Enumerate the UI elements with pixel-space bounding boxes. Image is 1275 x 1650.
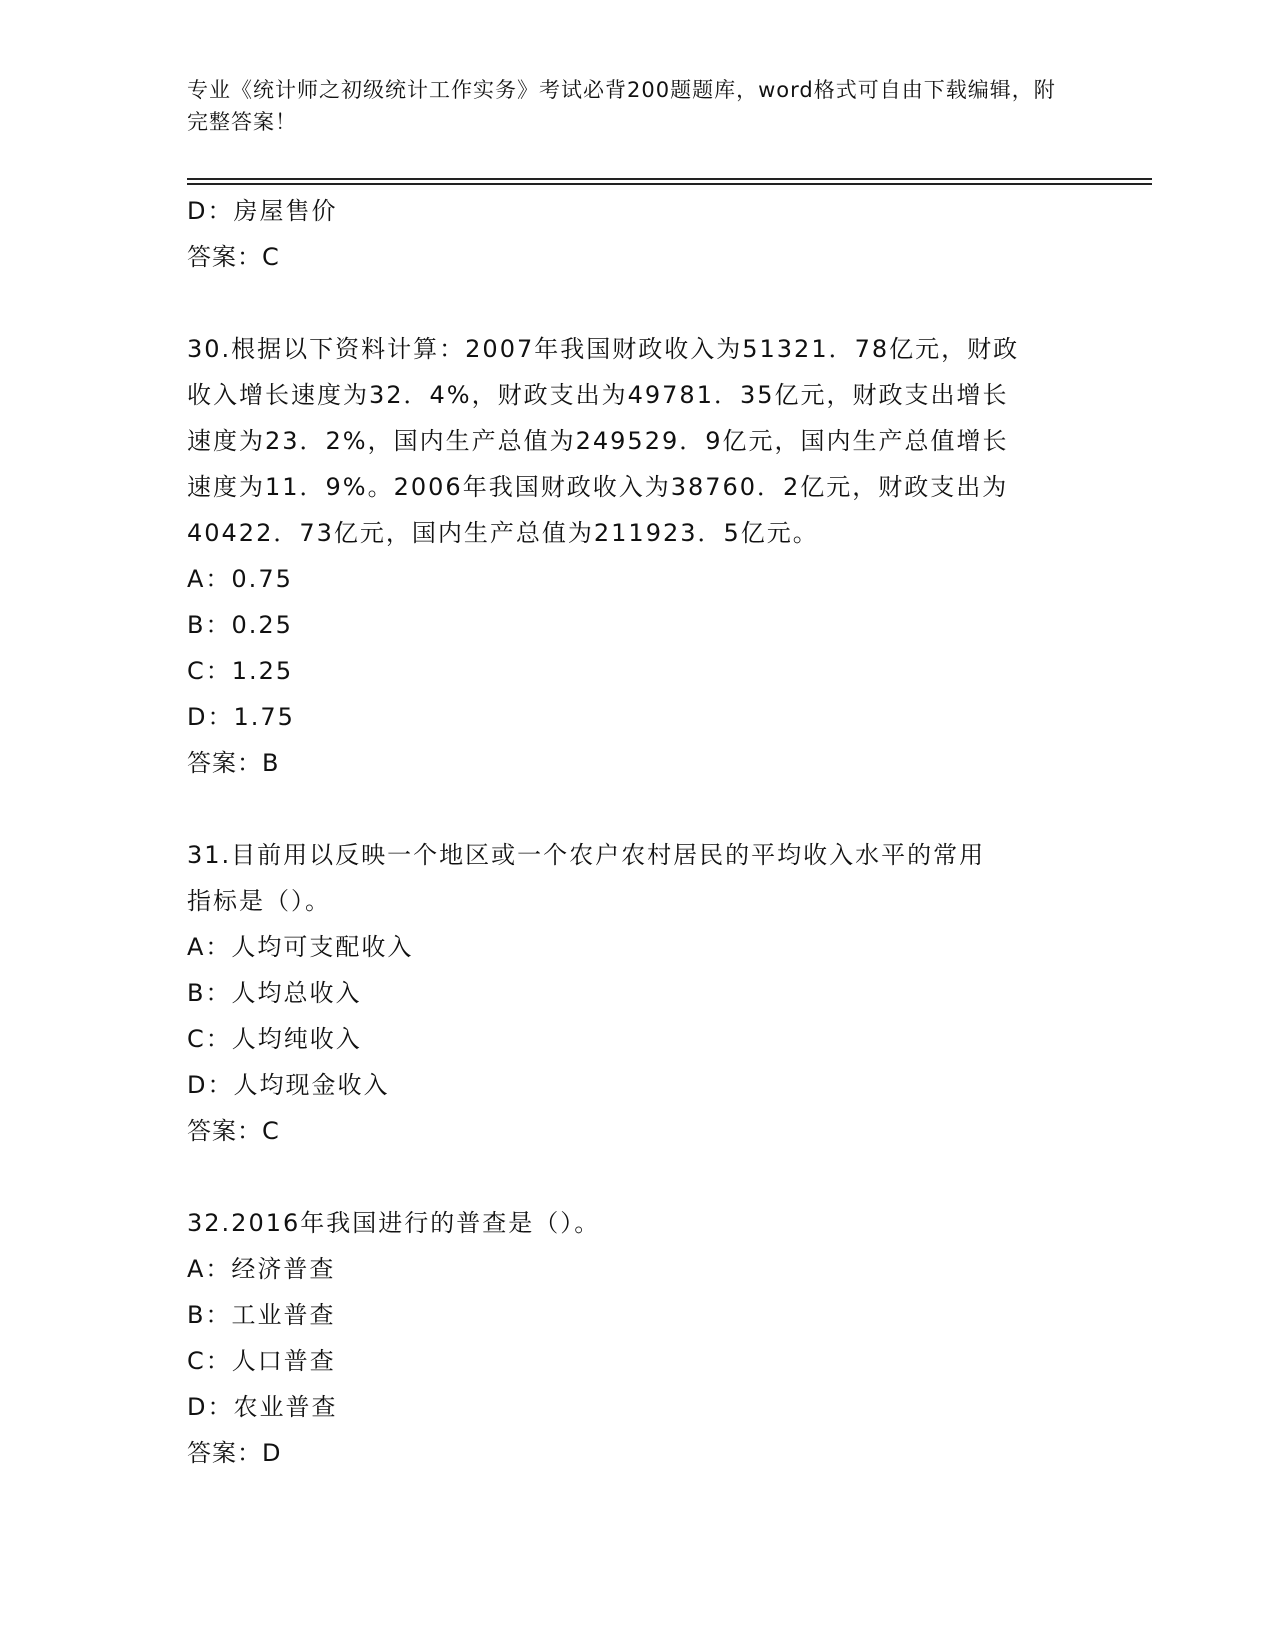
question-31-answer: 答案：C bbox=[187, 1117, 280, 1145]
question-32-option-d: D：农业普查 bbox=[187, 1393, 338, 1421]
question-32-option-a: A：经济普查 bbox=[187, 1255, 336, 1283]
question-30-option-a: A：0.75 bbox=[187, 565, 293, 593]
prev-answer: 答案：C bbox=[187, 243, 280, 271]
question-31-line-1: 31.目前用以反映一个地区或一个农户农村居民的平均收入水平的常用 bbox=[187, 841, 986, 869]
question-30-line-3: 速度为23．2%，国内生产总值为249529．9亿元，国内生产总值增长 bbox=[187, 427, 1009, 455]
header-divider-top bbox=[187, 178, 1152, 180]
header-text: 专业《统计师之初级统计工作实务》考试必背200题题库，word格式可自由下载编辑，附完整答案！ bbox=[187, 78, 1056, 134]
question-31-option-c: C：人均纯收入 bbox=[187, 1025, 362, 1053]
question-30-line-5: 40422．73亿元，国内生产总值为211923．5亿元。 bbox=[187, 519, 819, 547]
question-30-option-b: B：0.25 bbox=[187, 611, 293, 639]
question-32-option-b: B：工业普查 bbox=[187, 1301, 336, 1329]
spacer bbox=[187, 1154, 1087, 1200]
question-30-option-c: C：1.25 bbox=[187, 657, 294, 685]
question-32 bbox=[187, 1200, 1087, 1476]
question-content bbox=[187, 188, 1087, 1476]
question-31 bbox=[187, 832, 1087, 1154]
question-30-line-4: 速度为11．9%。2006年我国财政收入为38760．2亿元，财政支出为 bbox=[187, 473, 1009, 501]
question-31-option-d: D：人均现金收入 bbox=[187, 1071, 390, 1099]
header-divider-bottom bbox=[187, 183, 1152, 185]
question-32-option-c: C：人口普查 bbox=[187, 1347, 336, 1375]
question-30-option-d: D：1.75 bbox=[187, 703, 295, 731]
document-header bbox=[187, 74, 1067, 138]
question-32-answer: 答案：D bbox=[187, 1439, 282, 1467]
spacer bbox=[187, 280, 1087, 326]
question-31-option-b: B：人均总收入 bbox=[187, 979, 362, 1007]
question-31-option-a: A：人均可支配收入 bbox=[187, 933, 414, 961]
spacer bbox=[187, 786, 1087, 832]
question-30-line-2: 收入增长速度为32．4%，财政支出为49781．35亿元，财政支出增长 bbox=[187, 381, 1009, 409]
question-30-line-1: 30.根据以下资料计算：2007年我国财政收入为51321．78亿元，财政 bbox=[187, 335, 1020, 363]
question-31-line-2: 指标是（）。 bbox=[187, 887, 331, 915]
prev-option-d: D：房屋售价 bbox=[187, 197, 338, 225]
question-32-line-1: 32.2016年我国进行的普查是（）。 bbox=[187, 1209, 601, 1237]
question-30 bbox=[187, 326, 1087, 786]
question-30-answer: 答案：B bbox=[187, 749, 280, 777]
